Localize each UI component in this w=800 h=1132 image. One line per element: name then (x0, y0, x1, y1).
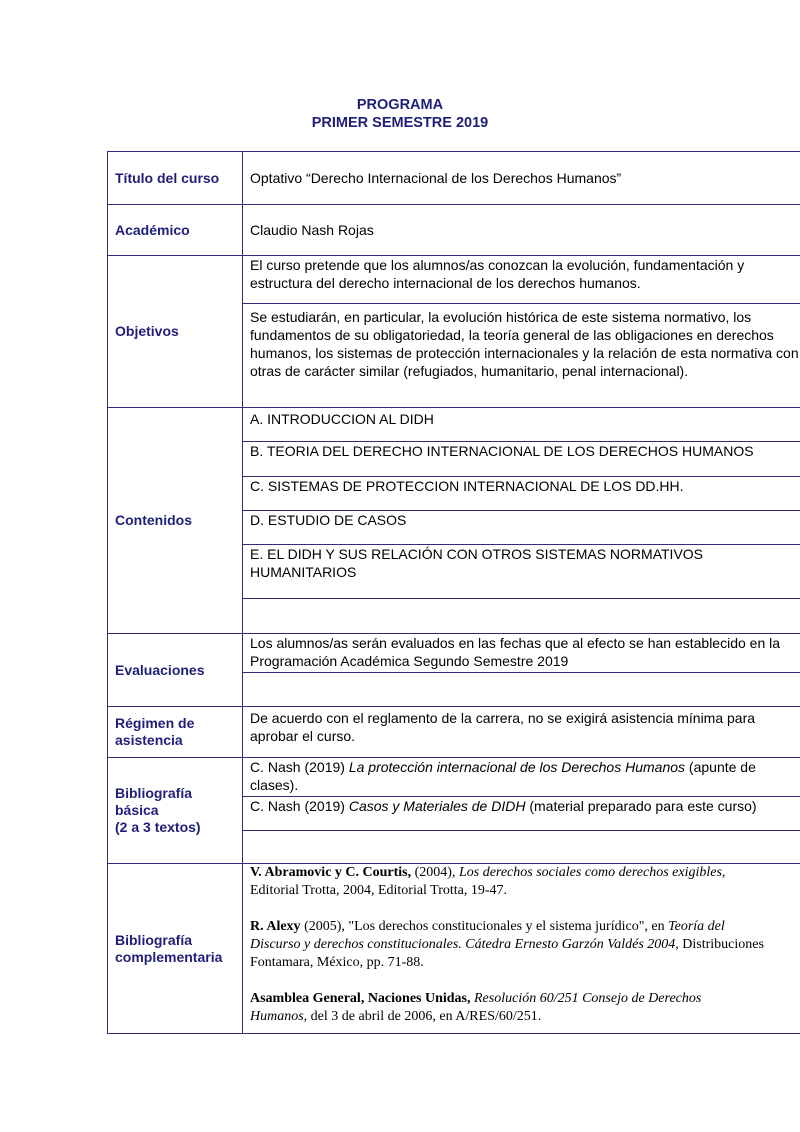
contenido-item: C. SISTEMAS DE PROTECCION INTERNACIONAL DE LOS DD.HH. (243, 477, 800, 511)
contenido-item: B. TEORIA DEL DERECHO INTERNACIONAL DE LOS DERECHOS HUMANOS (250, 443, 754, 459)
label-bib-basica-2: básica (115, 802, 159, 818)
regimen-text: De acuerdo con el reglamento de la carrera, no se exigirá asistencia mínima para aprobar el curso. (243, 707, 800, 758)
bib-author: C. Nash (2019) (250, 798, 349, 814)
label-bib-basica-1: Bibliografía (115, 785, 193, 801)
bib-comp-entry-1-line2: Editorial Trotta, 2004, Editorial Trotta, 19-47. (250, 883, 508, 898)
bib-comp-rest: del 3 de abril de 2006, en A/RES/60/251. (307, 1009, 542, 1024)
row-academico (108, 205, 800, 256)
bib-title: La protección internacional de los Derechos Humanos (348, 759, 686, 775)
bib-comp-year: (2004), (411, 865, 459, 880)
row-objetivos-1 (108, 256, 800, 304)
bib-comp-rest: , Distribuciones (675, 937, 764, 952)
bib-comp-entry-2-line3: Fontamara, México, pp. 71-88. (250, 955, 424, 970)
bib-comp-entry-2-line2 (250, 936, 800, 954)
bib-comp-text: (2005), "Los derechos constitucionales y el sistema jurídico", en (300, 919, 669, 934)
bib-complementaria-cell (243, 864, 800, 1034)
value-titulo (243, 152, 800, 205)
label-bib-comp-2: complementaria (115, 948, 223, 965)
row-contenidos-a (108, 408, 800, 442)
bib-title: Casos y Materiales de DIDH (348, 798, 526, 814)
bib-comp-entry-3-line1 (250, 990, 800, 1008)
label-contenidos: Contenidos (108, 408, 243, 634)
label-titulo: Título del curso (108, 152, 243, 205)
bib-comp-author: Asamblea General, Naciones Unidas, (250, 991, 471, 1006)
bib-comp-title: Discurso y derechos constitucionales. Cátedra Ernesto Garzón Valdés 2004 (250, 937, 676, 952)
label-bib-basica-3: (2 a 3 textos) (115, 819, 201, 835)
document-subtitle: PRIMER SEMESTRE 2019 (311, 115, 489, 131)
bib-comp-entry-2-line1 (250, 918, 800, 936)
contenido-empty-cell (243, 599, 800, 634)
bib-basica-item-2 (243, 797, 800, 831)
document-title: PROGRAMA (356, 97, 444, 113)
contenido-item-b-cell (243, 442, 800, 477)
label-academico: Académico (108, 205, 243, 256)
bib-comp-title: Resolución 60/251 Consejo de Derechos (470, 991, 702, 1006)
contenido-item: A. INTRODUCCION AL DIDH (243, 408, 800, 442)
value-academico (243, 205, 800, 256)
bib-author: C. Nash (2019) (250, 759, 349, 775)
bib-comp-entry-1-line1 (250, 864, 800, 882)
row-titulo (108, 152, 800, 205)
row-bib-basica-1 (108, 758, 800, 797)
professor-name: Claudio Nash Rojas (250, 222, 374, 238)
evaluaciones-empty-cell (243, 673, 800, 707)
evaluaciones-text: Los alumnos/as serán evaluados en las fechas que al efecto se han establecido en la Programación Académica Segundo Semestre 2019 (243, 634, 800, 673)
label-bib-basica (108, 758, 243, 864)
bib-rest: (apunte de clases). (250, 759, 756, 793)
label-regimen: Régimen de asistencia (108, 707, 243, 758)
bib-comp-title: Teoría del (668, 919, 725, 934)
label-bib-complementaria (108, 864, 243, 1034)
contenido-item: E. EL DIDH Y SUS RELACIÓN CON OTROS SISTEMAS NORMATIVOS HUMANITARIOS (243, 545, 800, 599)
bib-rest: (material preparado para este curso) (525, 798, 757, 814)
objetivos-p1: El curso pretende que los alumnos/as conozcan la evolución, fundamentación y estructura del derecho internacional de los derechos humanos. (243, 256, 800, 304)
bib-comp-title: Los derechos sociales como derechos exigibles, (458, 865, 726, 880)
program-table (107, 151, 800, 1034)
label-objetivos: Objetivos (108, 256, 243, 408)
label-evaluaciones: Evaluaciones (108, 634, 243, 707)
bib-comp-entry-3-line2 (250, 1008, 800, 1026)
row-bib-complementaria (108, 864, 800, 1034)
row-evaluaciones-1 (108, 634, 800, 673)
objetivos-p2: Se estudiarán, en particular, la evolución histórica de este sistema normativo, los fundamentos de su obligatoriedad, la teoría general de las obligaciones en derechos humanos, los sistemas de protección internacionales y la relación de esta normativa con otras de carácter similar (refugiados, humanitario, penal internacional). (243, 304, 800, 408)
course-title-text: Optativo “Derecho Internacional de los Derechos Humanos” (250, 170, 622, 186)
label-bib-comp-1: Bibliografía (115, 931, 193, 948)
bib-comp-title: Humanos, (250, 1009, 308, 1024)
bib-basica-item-1 (243, 758, 800, 797)
bib-comp-author: V. Abramovic y C. Courtis, (250, 865, 412, 880)
contenido-item: D. ESTUDIO DE CASOS (243, 511, 800, 545)
row-regimen (108, 707, 800, 758)
bib-comp-author: R. Alexy (250, 919, 301, 934)
bib-basica-empty-cell (243, 831, 800, 864)
